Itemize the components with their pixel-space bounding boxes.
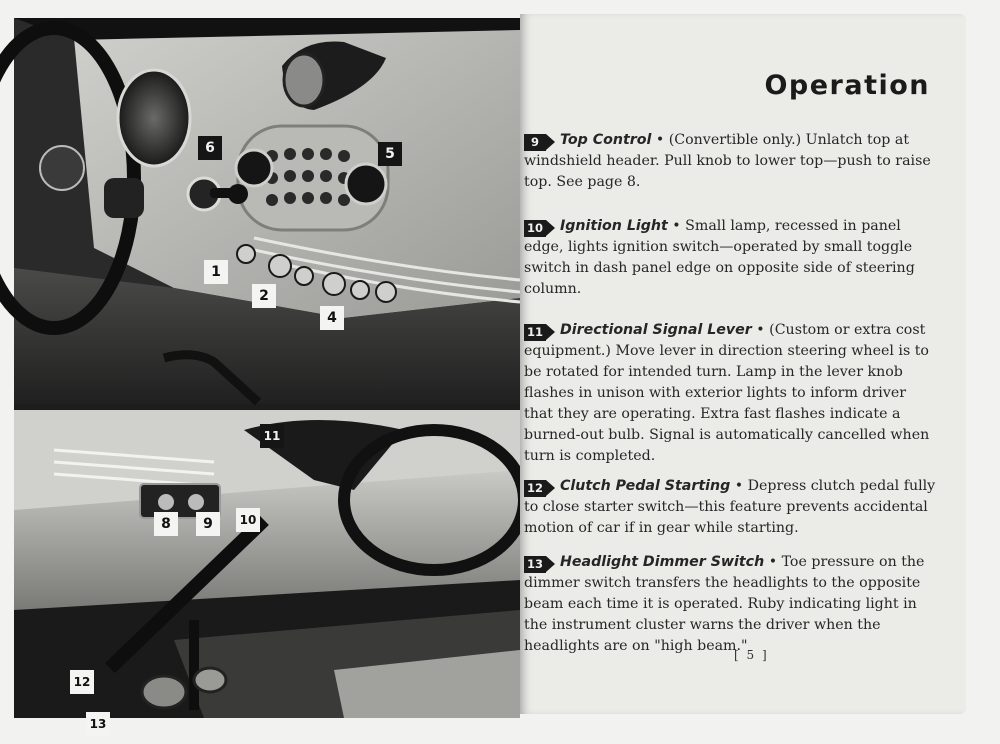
entry-headlight-dimmer-switch (524, 552, 938, 657)
photo-callout-9: 9 (196, 512, 220, 536)
entry-directional-signal-lever (524, 320, 938, 467)
photo-callout-1: 1 (204, 260, 228, 284)
entry-ignition-light (524, 216, 938, 300)
entry-number-badge: 9 (524, 134, 546, 151)
photo-callout-4: 4 (320, 306, 344, 330)
entry-clutch-pedal-starting (524, 476, 938, 539)
text-page (520, 14, 966, 714)
entry-title: Headlight Dimmer Switch (560, 554, 765, 570)
dashboard-photo (14, 18, 520, 404)
photo-callout-13: 13 (86, 712, 110, 736)
photo-callout-6: 6 (198, 136, 222, 160)
entry-title: Ignition Light (560, 218, 668, 234)
entry-number-badge: 10 (524, 220, 546, 237)
photo-page (14, 18, 520, 731)
photo-callout-11: 11 (260, 424, 284, 448)
entry-text: • (Custom or extra cost equipment.) Move lever in direction steering wheel is to be rotated for intended turn. Lamp in the lever knob flashes in unison with exterior lights to inform driver that they are operating. Extra fast flashes indicate a burned-out bulb. Signal is automatically cancelled when turn is completed. (524, 322, 930, 464)
photo-callout-10: 10 (236, 508, 260, 532)
page-number: [ 5 ] (734, 648, 769, 662)
entry-number-badge: 13 (524, 556, 546, 573)
entry-text: • (Convertible only.) Unlatch top at windshield header. Pull knob to lower top—push to raise top. See page 8. (524, 132, 931, 190)
entry-number-badge: 11 (524, 324, 546, 341)
entry-number-badge: 12 (524, 480, 546, 497)
entry-text: • Toe pressure on the dimmer switch transfers the headlights to the opposite beam each time it is operated. Ruby indicating light in the instrument cluster warns the driver when the headlights are on "high beam." (524, 554, 925, 654)
page-heading: Operation (764, 70, 930, 101)
photo-callout-8: 8 (154, 512, 178, 536)
photo-callout-2: 2 (252, 284, 276, 308)
entry-text: • Depress clutch pedal fully to close starter switch—this feature prevents accidental motion of car if in gear while starting. (524, 478, 936, 536)
photo-callout-12: 12 (70, 670, 94, 694)
entry-text: • Small lamp, recessed in panel edge, lights ignition switch—operated by small toggle switch in dash panel edge on opposite side of steering column. (524, 218, 915, 297)
entry-title: Clutch Pedal Starting (560, 478, 731, 494)
entry-title: Top Control (560, 132, 652, 148)
entry-top-control (524, 130, 938, 193)
photo-callout-5: 5 (378, 142, 402, 166)
entry-title: Directional Signal Lever (560, 322, 752, 338)
